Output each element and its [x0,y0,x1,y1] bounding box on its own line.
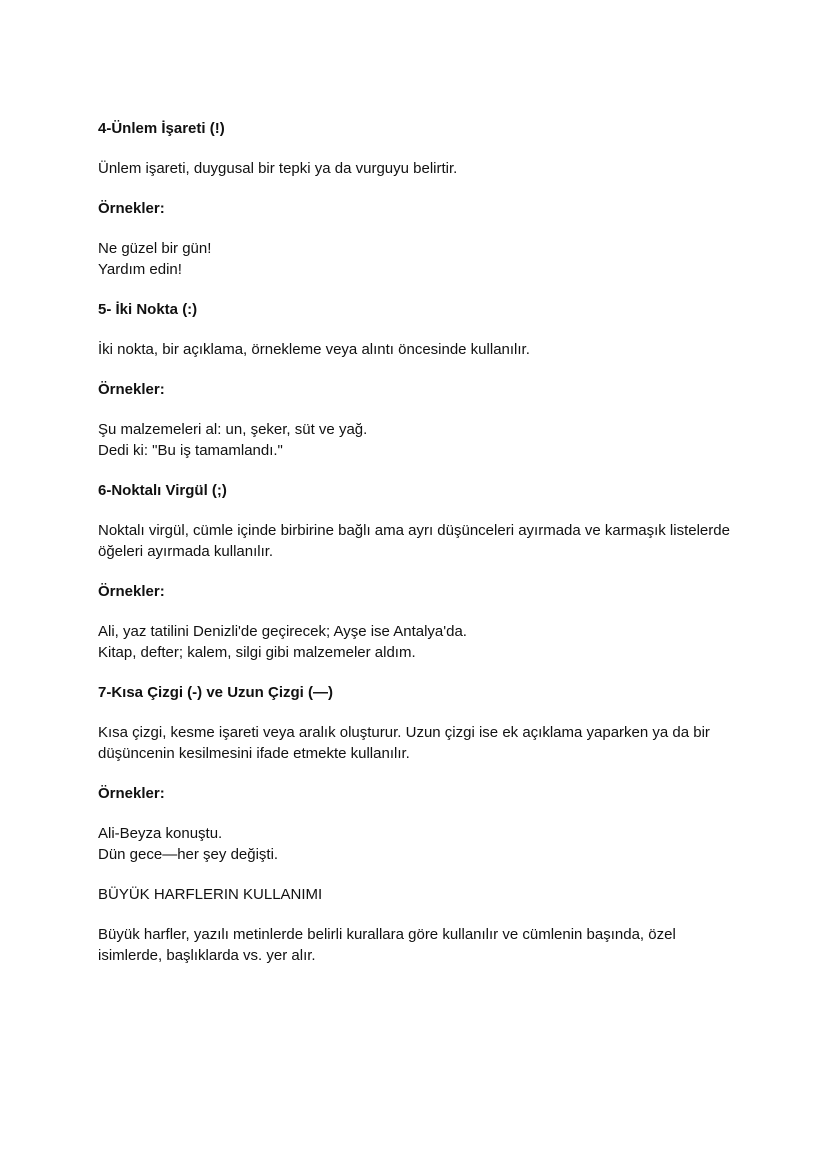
document-page [98,118,738,985]
example-item: Ali, yaz tatilini Denizli'de geçirecek; Ayşe ise Antalya'da. [98,623,467,640]
examples-label: Örnekler: [98,583,165,600]
section-description-capitals: Büyük harfler, yazılı metinlerde belirli kurallara göre kullanılır ve cümlenin başında, özel isimlerde, başlıklarda vs. yer alır. [98,926,676,964]
section-heading-dashes: 7-Kısa Çizgi (-) ve Uzun Çizgi (—) [98,684,334,701]
section-heading-semicolon: 6-Noktalı Virgül (;) [98,482,227,499]
section-description-colon: İki nokta, bir açıklama, örnekleme veya alıntı öncesinde kullanılır. [98,341,530,358]
examples-list [98,823,738,865]
examples-list [98,419,738,461]
section-heading-colon: 5- İki Nokta (:) [98,301,198,318]
example-item: Dedi ki: "Bu iş tamamlandı." [98,442,283,459]
section-heading-exclamation: 4-Ünlem İşareti (!) [98,120,225,137]
example-item: Ali-Beyza konuştu. [98,825,223,842]
examples-list [98,621,738,663]
examples-list [98,238,738,280]
examples-label: Örnekler: [98,200,165,217]
section-description-semicolon: Noktalı virgül, cümle içinde birbirine bağlı ama ayrı düşünceleri ayırmada ve karmaşık listelerde öğeleri ayırmada kullanılır. [98,522,730,560]
example-item: Dün gece—her şey değişti. [98,846,279,863]
example-item: Yardım edin! [98,261,182,278]
section-description-exclamation: Ünlem işareti, duygusal bir tepki ya da vurguyu belirtir. [98,160,458,177]
section-heading-capitals: BÜYÜK HARFLERIN KULLANIMI [98,886,323,903]
examples-label: Örnekler: [98,381,165,398]
example-item: Şu malzemeleri al: un, şeker, süt ve yağ. [98,421,368,438]
example-item: Kitap, defter; kalem, silgi gibi malzemeler aldım. [98,644,416,661]
section-description-dashes: Kısa çizgi, kesme işareti veya aralık oluşturur. Uzun çizgi ise ek açıklama yaparken ya da bir düşüncenin kesilmesini ifade etmekte kullanılır. [98,724,710,762]
examples-label: Örnekler: [98,785,165,802]
example-item: Ne güzel bir gün! [98,240,212,257]
